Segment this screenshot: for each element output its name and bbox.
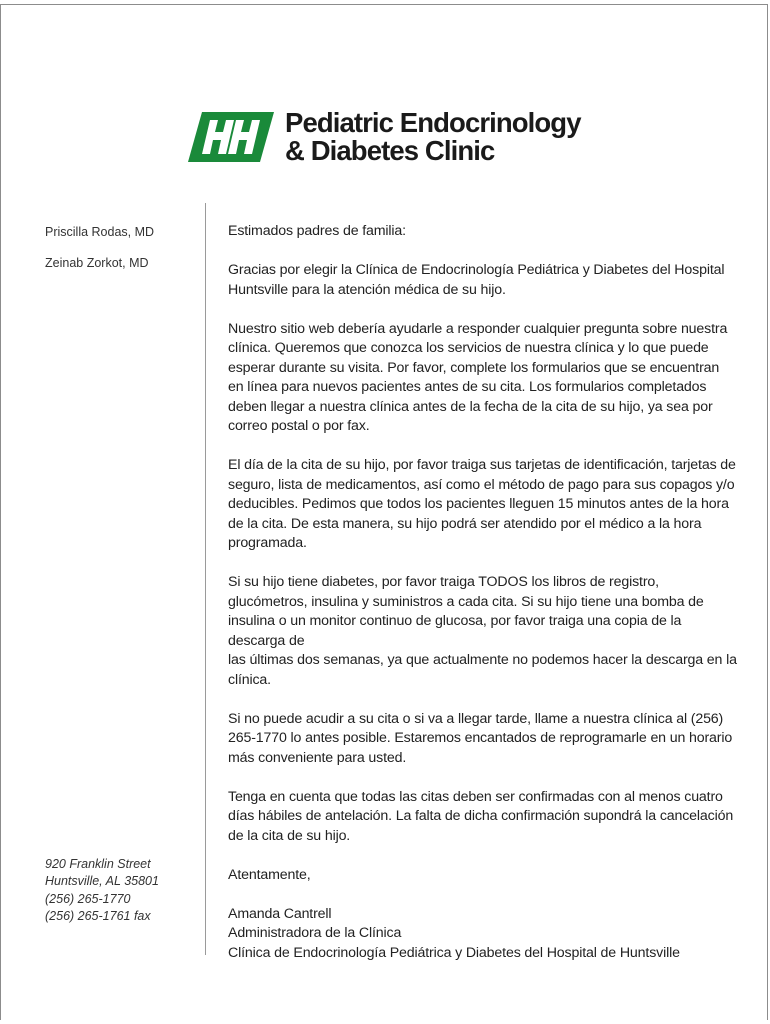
- doctor-name: Priscilla Rodas, MD: [45, 225, 155, 239]
- letter-signature: [228, 905, 738, 964]
- letter-body: [228, 222, 738, 983]
- letter-paragraph-diabetes: [228, 573, 738, 690]
- address-phone: (256) 265-1770: [45, 891, 131, 906]
- address-city: Huntsville, AL 35801: [45, 874, 159, 889]
- letter-paragraph-diabetes-part2: las últimas dos semanas, ya que actualmente no podemos hacer la descarga en la clínica.: [228, 652, 737, 688]
- letter-greeting: Estimados padres de familia:: [228, 223, 406, 239]
- address-street: 920 Franklin Street: [45, 857, 151, 871]
- letter-paragraph: Nuestro sitio web debería ayudarle a responder cualquier pregunta sobre nuestra clínica. Queremos que conozca los servicios de nuestra clínica y lo que puede esperar durante su visita. Por favor, complete los formularios que se encuentran en línea para nuevos pacientes antes de su cita. Los formularios completados deben llegar a nuestra clínica antes de la fecha de la cita de su hijo, ya sea por correo postal o por fax.: [228, 320, 728, 434]
- letter-paragraph: Tenga en cuenta que todas las citas deben ser confirmadas con al menos cuatro días hábiles de antelación. La falta de dicha confirmación supondrá la cancelación de la cita de su hijo.: [228, 788, 734, 844]
- vertical-divider: [205, 203, 206, 955]
- letter-paragraph: El día de la cita de su hijo, por favor traiga sus tarjetas de identificación, tarjetas de seguro, lista de medicamentos, así como el método de pago para sus copagos y/o deducibles. Pedimos que todos los pacientes lleguen 15 minutos antes de la hora de la cita. De esta manera, su hijo podrá ser atendido por el médico a la hora programada.: [228, 457, 736, 551]
- clinic-logo: [188, 108, 588, 166]
- address-fax: (256) 265-1761 fax: [45, 908, 151, 923]
- signature-title: Administradora de la Clínica: [228, 925, 402, 941]
- logo-title-line2: & Diabetes Clinic: [285, 135, 495, 166]
- hh-logo-mark-icon: [188, 112, 274, 162]
- signature-name: Amanda Cantrell: [228, 905, 332, 922]
- logo-title-line1: Pediatric Endocrinology: [285, 107, 581, 138]
- doctor-name: Zeinab Zorkot, MD: [45, 256, 149, 270]
- letter-paragraph: Si no puede acudir a su cita o si va a llegar tarde, llame a nuestra clínica al (256) 265-1770 lo antes posible. Estaremos encantados de reprogramarle en un horario más conveniente para usted.: [228, 710, 733, 766]
- letter-paragraph: Gracias por elegir la Clínica de Endocrinología Pediátrica y Diabetes del Hospital Huntsville para la atención médica de su hijo.: [228, 262, 725, 298]
- signature-organization: Clínica de Endocrinología Pediátrica y Diabetes del Hospital de Huntsville: [228, 944, 680, 961]
- letter-closing: Atentamente,: [228, 866, 311, 883]
- letter-paragraph-diabetes-part1: Si su hijo tiene diabetes, por favor traiga TODOS los libros de registro, glucómetros, insulina y suministros a cada cita. Si su hijo tiene una bomba de insulina o un monitor continuo de glucosa, por favor traiga una copia de la descarga de: [228, 574, 704, 649]
- clinic-address: [45, 856, 159, 925]
- doctor-list: [45, 222, 154, 284]
